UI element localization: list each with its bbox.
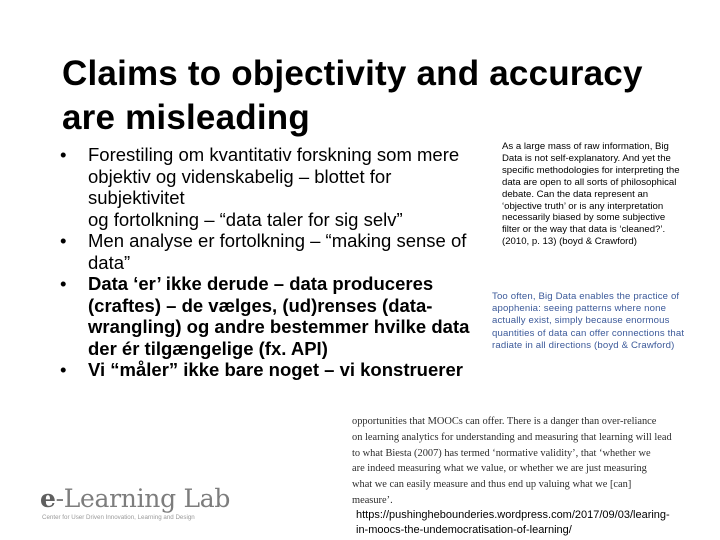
bullet-marker: • [60, 273, 67, 294]
logo-subtitle: Center for User Driven Innovation, Learning and Design [42, 514, 195, 521]
quote-line: specific methodologies for interpreting the [502, 164, 680, 176]
excerpt-line: are indeed measuring what we value, or whether we are just measuring [352, 463, 647, 475]
excerpt-line: to what Biesta (2007) has termed ‘normative validity’, that ‘whether we [352, 447, 651, 459]
source-link-line: https://pushinghebounderies.wordpress.com/2017/09/03/learing- [356, 509, 670, 521]
quote-line: As a large mass of raw information, Big [502, 141, 669, 152]
bullet-marker: • [60, 230, 67, 251]
bullet-text-line: objektiv og videnskabelig – blottet for subjektivitet [88, 165, 392, 208]
bullet-text-line: Vi “måler” ikke bare noget – vi konstruerer [88, 359, 463, 380]
bullet-list [60, 144, 475, 381]
excerpt-line: on learning analytics for understanding and measuring that learning will lead [352, 431, 672, 443]
quote-line: Too often, Big Data enables the practice of [492, 291, 680, 302]
logo-text: -Learning Lab [55, 484, 231, 513]
slide-title-line-2: are misleading [62, 98, 310, 137]
quote-line: Data is not self-explanatory. And yet the [502, 152, 671, 164]
quote-line: radiate in all directions (boyd & Crawford) [492, 339, 675, 351]
bullet-text-line: (craftes) – de vælges, (ud)renses (data- [88, 294, 433, 316]
bullet-text-line: Data ‘er’ ikke derude – data produceres [88, 273, 434, 294]
quote-line: quantities of data can offer connections that [492, 327, 685, 339]
quote-line: necessarily biased by some subjective [502, 212, 666, 224]
bullet-text-line: Men analyse er fortolkning – “making sense of [88, 230, 467, 251]
bullet-marker: • [60, 359, 67, 380]
elearning-lab-logo [38, 484, 338, 528]
bullet-item-objectivity [60, 144, 475, 230]
slide-title-line-1: Claims to objectivity and accuracy [62, 54, 643, 93]
bullet-text-line: Forestiling om kvantitativ forskning som mere [88, 144, 460, 165]
quote-boyd-crawford-apophenia [492, 291, 712, 352]
logo-wordmark [40, 484, 230, 514]
quote-line: apophenia: seeing patterns where none [492, 303, 667, 315]
bullet-text-line: og fortolkning – “data taler for sig selv” [88, 208, 403, 230]
quote-line: debate. Can the data represent an [502, 188, 649, 200]
excerpt-line: opportunities that MOOCs can offer. There is a danger than over-reliance [352, 416, 657, 427]
bullet-text-line: data” [88, 251, 131, 273]
slide-title [62, 52, 702, 140]
article-excerpt-image [352, 414, 712, 506]
logo-e-mark: e [40, 484, 56, 513]
excerpt-line: measure’. [352, 494, 393, 506]
quote-line: data are open to all sorts of philosophical [502, 176, 677, 188]
quote-line: ‘objective truth’ or is any interpretation [502, 200, 664, 212]
quote-boyd-crawford-objectivity [502, 141, 717, 248]
bullet-marker: • [60, 144, 67, 165]
quote-line: (2010, p. 13) (boyd & Crawford) [502, 236, 637, 248]
bullet-item-construct [60, 359, 475, 381]
quote-line: actually exist, simply because enormous [492, 315, 670, 327]
bullet-item-interpretation [60, 230, 475, 273]
quote-line: filter or the way that data is ‘cleaned?’. [502, 224, 666, 236]
bullet-item-data-produced [60, 273, 475, 359]
bullet-text-line: der ér tilgængelige (fx. API) [88, 337, 328, 359]
source-link[interactable] [356, 508, 716, 537]
source-link-line: in-moocs-the-undemocratisation-of-learning/ [356, 523, 572, 536]
bullet-text-line: wrangling) og andre bestemmer hvilke data [88, 316, 470, 337]
excerpt-line: what we can easily measure and thus end up valuing what we [can] [352, 479, 632, 491]
